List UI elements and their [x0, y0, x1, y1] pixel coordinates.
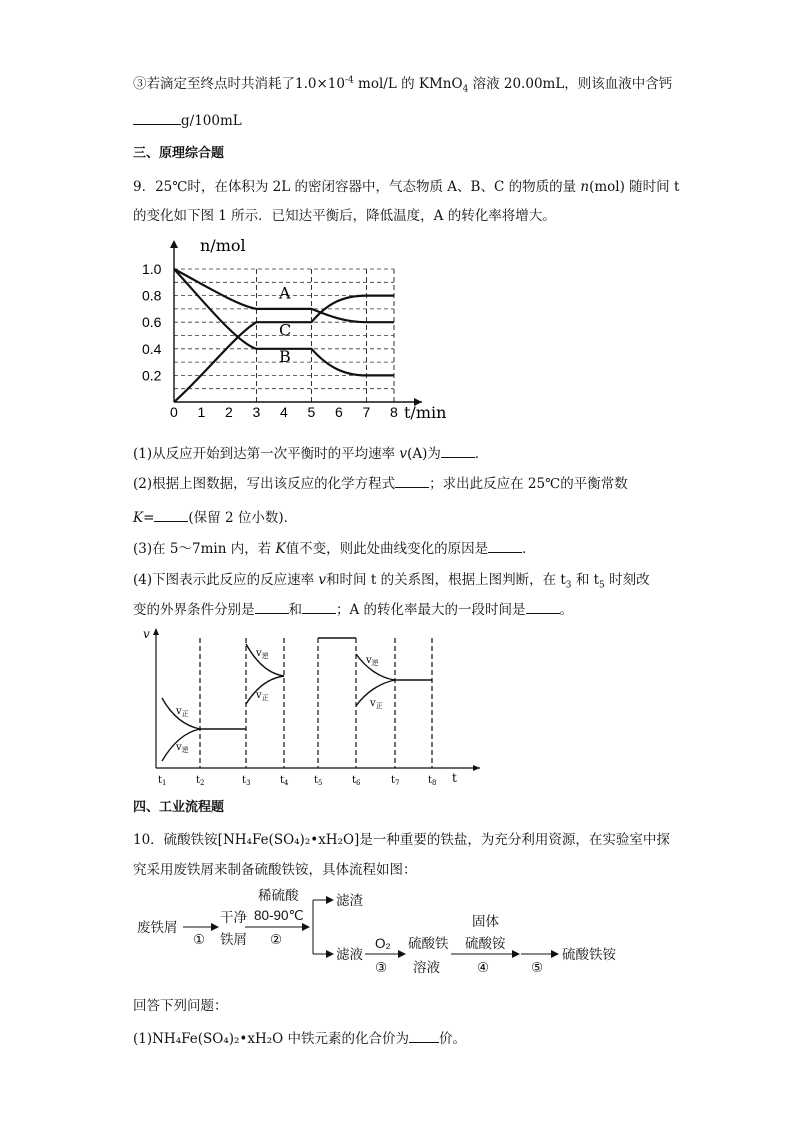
answer-blank[interactable]	[526, 599, 560, 614]
x-tick-subscript: 8	[432, 779, 437, 787]
figure1-chart	[140, 236, 447, 426]
q9-sub2: (2)根据上图数据，写出该反应的化学方程式 ；求出此反应在 25℃的平衡常数	[133, 472, 628, 492]
rate-label-subscript: 正	[181, 710, 189, 718]
rate-label-subscript: 逆	[181, 746, 189, 754]
flow-oxidant: O₂	[375, 936, 391, 951]
q8-unit-line: g/100mL	[133, 110, 242, 129]
rate-label: $v_正$	[176, 706, 189, 718]
rate-label: $v_逆$	[176, 742, 189, 754]
q8-item3: ③若滴定至终点时共消耗了$1.0\times 10^{-4}$ mol/L 的 KMnO$_4$ 溶液 20.00mL，则该血液中含钙	[133, 75, 673, 95]
flow-fe-sulfate-1: 硫酸铁	[408, 936, 449, 951]
x-tick-label: 1	[197, 404, 206, 420]
flow-clean-1: 干净	[220, 910, 247, 925]
x-tick-label: 7	[362, 404, 371, 420]
rate-label-subscript: 正	[375, 702, 383, 710]
flow-step2: ②	[270, 932, 283, 947]
series-label-C: C	[279, 320, 292, 340]
rate-label: $v_正$	[370, 698, 383, 710]
q9-sub3: (3)在 5～7min 内，若 K值不变，则此处曲线变化的原因是 ．	[133, 537, 536, 557]
y-axis-title: v	[143, 627, 150, 641]
q9-stem-line2: 的变化如下图 1 所示．已知达平衡后，降低温度，A 的转化率将增大。	[133, 208, 556, 224]
y-tick-label: 1.0	[142, 261, 162, 277]
x-tick-label: $t_6$	[352, 775, 361, 787]
answer-blank[interactable]	[133, 110, 181, 125]
answer-blank[interactable]	[395, 473, 429, 488]
x-tick-label: 3	[252, 404, 261, 420]
section3-title: 三、原理综合题	[133, 146, 225, 161]
series-label-B: B	[279, 347, 291, 367]
flow-solid-1: 固体	[472, 914, 499, 929]
x-axis-title: t/min	[404, 403, 447, 422]
flow-step4: ④	[477, 960, 490, 975]
y-tick-label: 0.4	[142, 340, 162, 357]
process-flow-diagram	[133, 882, 653, 982]
rate-curve-reverse	[246, 644, 284, 676]
x-tick-subscript: 7	[395, 779, 400, 787]
flow-step3: ③	[375, 960, 388, 975]
flow-reagent-2: 80-90℃	[254, 908, 304, 923]
x-tick-label: $t_7$	[391, 775, 400, 787]
flow-solid-2: 硫酸铵	[465, 936, 506, 951]
rate-curve-reverse	[356, 654, 395, 680]
q10-sub1: (1)NH₄Fe(SO₄)₂•xH₂O 中铁元素的化合价为 价。	[133, 1027, 466, 1047]
flow-reagent-1: 稀硫酸	[258, 888, 299, 903]
x-tick-label: $t_8$	[428, 775, 437, 787]
q10-stem-line2: 究采用废铁屑来制备硫酸铁铵，具体流程如图：	[133, 862, 417, 878]
x-tick-label: $t_2$	[196, 775, 205, 787]
x-tick-subscript: 2	[200, 779, 205, 787]
x-tick-label: 8	[390, 404, 398, 420]
x-axis-title: t	[452, 771, 457, 785]
q9-sub2-K: K= (保留 2 位小数)．	[133, 506, 297, 526]
x-tick-label: 6	[335, 404, 343, 420]
y-axis-title: n/mol	[200, 236, 246, 255]
answer-blank[interactable]	[255, 599, 289, 614]
rate-label: $v_逆$	[366, 655, 379, 667]
q9-stem-line1: 9．25℃时，在体积为 2L 的密闭容器中，气态物质 A、B、C 的物质的量 n(mol) 随时间 t	[133, 179, 680, 195]
answer-blank[interactable]	[154, 507, 188, 522]
x-tick-label: $t_4$	[280, 775, 289, 787]
x-tick-label: 0	[170, 404, 178, 420]
x-tick-label: 2	[225, 404, 233, 420]
y-tick-label: 0.2	[142, 367, 162, 384]
answer-blank[interactable]	[302, 599, 336, 614]
y-axis-arrow	[170, 240, 178, 248]
x-tick-subscript: 3	[246, 779, 251, 787]
flow-step5: ⑤	[531, 960, 544, 975]
rate-label: $v_逆$	[256, 648, 269, 660]
q10-stem-line1: 10．硫酸铁铵[NH₄Fe(SO₄)₂•xH₂O]是一种重要的铁盐，为充分利用资源，在实验室中探	[133, 832, 670, 848]
x-tick-label: $t_3$	[242, 775, 251, 787]
x-tick-label: $t_5$	[314, 775, 323, 787]
series-label-A: A	[279, 283, 291, 303]
q9-sub4-line2: 变的外界条件分别是 和 ；A 的转化率最大的一段时间是 。	[133, 598, 573, 618]
y-axis-arrow	[153, 628, 159, 635]
x-axis-arrow	[473, 765, 480, 771]
y-tick-label: 0.8	[142, 287, 162, 304]
answer-blank[interactable]	[409, 1028, 439, 1043]
flow-product: 硫酸铁铵	[562, 947, 616, 962]
rate-label-subscript: 正	[261, 694, 269, 702]
rate-label-subscript: 逆	[261, 652, 269, 660]
answer-blank[interactable]	[441, 443, 475, 458]
figure1-labels	[142, 236, 446, 422]
x-tick-subscript: 1	[162, 779, 167, 787]
flow-filtrate: 滤液	[336, 947, 363, 962]
flow-start: 废铁屑	[137, 920, 178, 935]
q9-sub1: (1)从反应开始到达第一次平衡时的平均速率 v(A)为 ．	[133, 442, 488, 462]
flow-step1: ①	[193, 932, 206, 947]
flow-clean-2: 铁屑	[220, 932, 247, 947]
y-tick-label: 0.6	[142, 314, 162, 331]
q10-answer-prompt: 回答下列问题：	[133, 998, 228, 1014]
rate-label: $v_正$	[256, 690, 269, 702]
x-tick-subscript: 5	[318, 779, 323, 787]
x-tick-label: 5	[307, 404, 316, 420]
rate-label-subscript: 逆	[371, 659, 379, 667]
answer-blank[interactable]	[488, 538, 522, 553]
section4-title: 四、工业流程题	[133, 800, 225, 815]
flow-fe-sulfate-2: 溶液	[413, 960, 440, 975]
x-tick-subscript: 4	[284, 779, 289, 787]
flow-residue: 滤渣	[336, 893, 363, 908]
x-tick-label: 4	[280, 404, 288, 420]
x-tick-label: $t_1$	[158, 775, 167, 787]
x-tick-subscript: 6	[356, 779, 361, 787]
figure2-rate-chart	[140, 626, 490, 786]
q9-sub4: (4)下图表示此反应的反应速率 v和时间 t 的关系图，根据上图判断，在 $t_3$ 和 $t_5$ 时刻改	[133, 572, 650, 591]
